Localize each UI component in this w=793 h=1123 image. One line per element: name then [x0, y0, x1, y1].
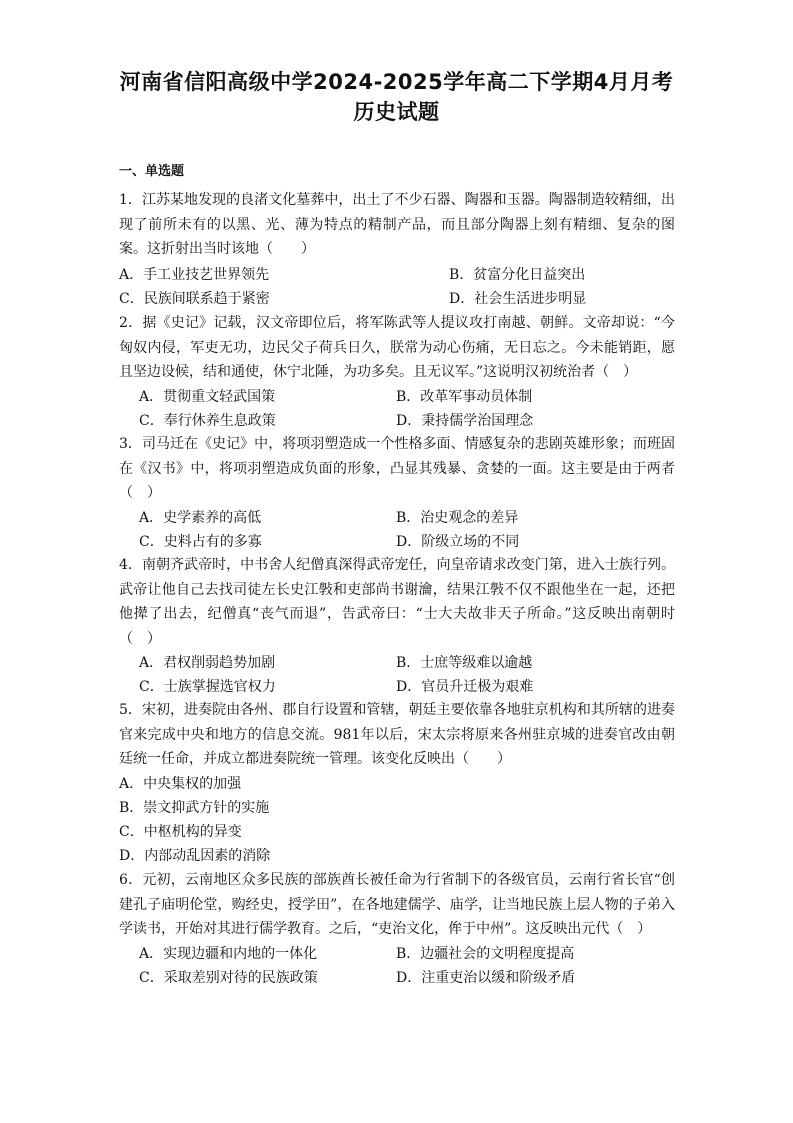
- question-5-option-d: D．内部动乱因素的消除: [119, 848, 271, 864]
- question-5-option-b: B．崇文抑武方针的实施: [119, 800, 270, 816]
- question-3-stem: 3．司马迁在《史记》中，将项羽塑造成一个性格多面、情感复杂的悲剧英雄形象；而班固在《汉书》中，将项羽塑造成负面的形象，凸显其残暴、贪婪的一面。这主要是由于两者（ ）: [119, 436, 675, 501]
- question-1-option-c: C．民族间联系趋于紧密: [119, 291, 270, 307]
- question-6-option-a: A．实现边疆和内地的一体化: [139, 946, 318, 962]
- question-6-option-c: C．采取差别对待的民族政策: [139, 970, 318, 986]
- question-2-option-b: B．改革军事动员体制: [396, 389, 533, 405]
- question-4-option-c: C．士族掌握选官权力: [139, 679, 276, 695]
- question-5-option-a: A．中央集权的加强: [119, 776, 242, 792]
- question-2-option-d: D．秉持儒学治国理念: [396, 413, 534, 429]
- question-3-option-a: A．史学素养的高低: [139, 510, 262, 526]
- question-2-stem: 2．据《史记》记载，汉文帝即位后，将军陈武等人提议攻打南越、朝鲜。文帝却说：“今匈奴内侵，军吏无功，边民父子荷兵日久，朕常为动心伤痛，无日忘之。今未能销距，愿且坚边设候，结和通使，休宁北陲，为功多矣。且无议军。”这说明汉初统治者（ ）: [119, 315, 675, 380]
- question-5-option-c: C．中枢机构的异变: [119, 824, 242, 840]
- question-2-option-a: A．贯彻重文轻武国策: [139, 389, 276, 405]
- document-title: 河南省信阳高级中学2024-2025学年高二下学期4月月考: [119, 70, 674, 94]
- question-3-option-c: C．史料占有的多寡: [139, 534, 262, 550]
- question-3-option-b: B．治史观念的差异: [396, 510, 519, 526]
- question-4-option-d: D．官员升迁极为艰难: [396, 679, 534, 695]
- document-subtitle: 历史试题: [353, 100, 440, 124]
- question-1-option-d: D．社会生活进步明显: [449, 291, 587, 307]
- question-2-option-c: C．奉行休养生息政策: [139, 413, 276, 429]
- section-heading: 一、单选题: [119, 164, 185, 179]
- question-3-option-d: D．阶级立场的不同: [396, 534, 520, 550]
- question-6-option-b: B．边疆社会的文明程度提高: [396, 946, 575, 962]
- question-4-stem: 4．南朝齐武帝时，中书舍人纪僧真深得武帝宠任，向皇帝请求改变门第，进入士族行列。武帝让他自己去找司徒左长史江斅和吏部尚书谢瀹，结果江斅不仅不跟他坐在一起，还把他撵了出去，纪僧真“丧气而退”，告武帝曰：“士大夫故非天子所命。”这反映出南朝时（ ）: [119, 557, 675, 647]
- question-1-stem: 1．江苏某地发现的良渚文化墓葬中，出土了不少石器、陶器和玉器。陶器制造较精细，出现了前所未有的以黑、光、薄为特点的精制产品，而且部分陶器上刻有精细、复杂的图案。这折射出当时该地（ ）: [119, 192, 675, 257]
- question-1-option-b: B．贫富分化日益突出: [449, 267, 586, 283]
- question-6-stem: 6．元初，云南地区众多民族的部族酋长被任命为行省制下的各级官员，云南行省长官“创建孔子庙明伦堂，购经史，授学田”，在各地建儒学、庙学，让当地民族上层人物的子弟入学读书，开始对其进行儒学教育。之后，“吏治文化，侔于中州”。这反映出元代（ ）: [119, 872, 675, 937]
- question-5-stem: 5．宋初，进奏院由各州、郡自行设置和管辖，朝廷主要依靠各地驻京机构和其所辖的进奏官来完成中央和地方的信息交流。981年以后，宋太宗将原来各州驻京城的进奏官改由朝廷统一任命，并成立都进奏院统一管理。该变化反映出（ ）: [119, 702, 675, 767]
- question-1-option-a: A．手工业技艺世界领先: [119, 267, 270, 283]
- question-4-option-a: A．君权削弱趋势加剧: [139, 655, 276, 671]
- question-6-option-d: D．注重吏治以缓和阶级矛盾: [396, 970, 576, 986]
- question-4-option-b: B．士庶等级难以逾越: [396, 655, 533, 671]
